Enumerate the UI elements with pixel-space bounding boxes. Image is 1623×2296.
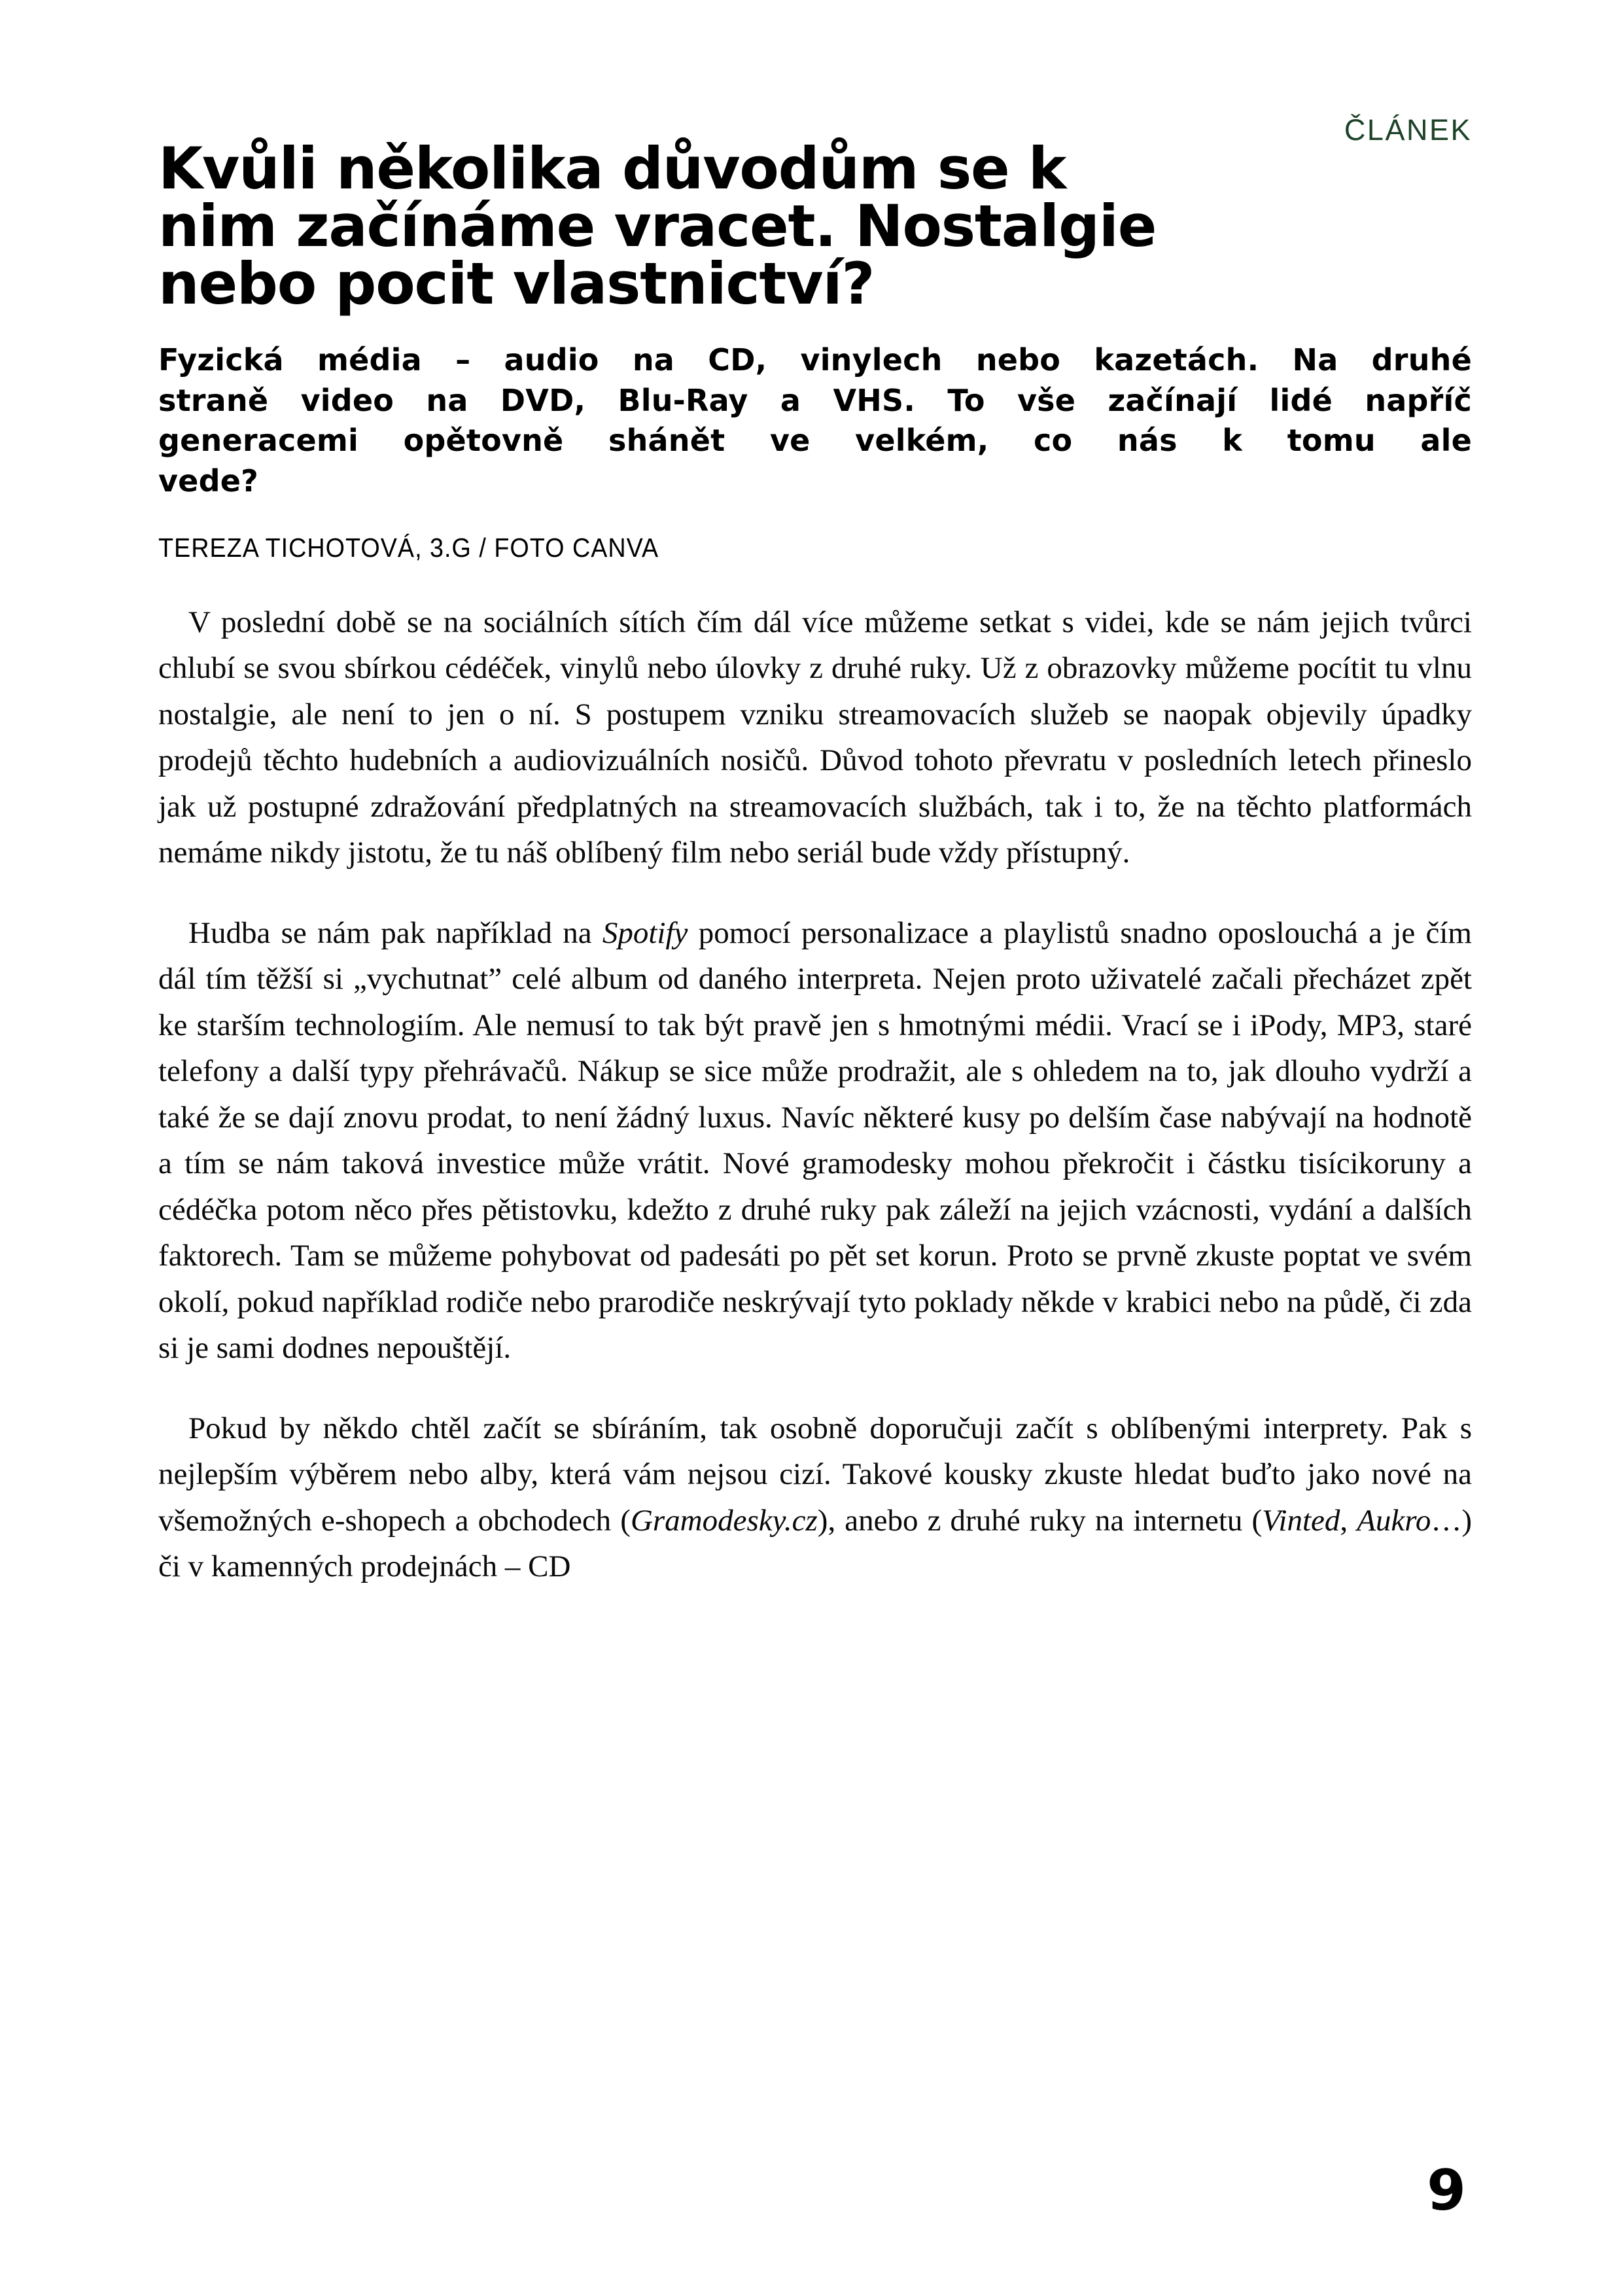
body-paragraph-2: Hudba se nám pak například na Spotify pomocí personalizace a playlistů snadno oposlouchá a je čím dál tím těžší si „vychutnat” celé album od daného interpreta. Nejen proto uživatelé začali přecházet zpět ke starším technologiím. Ale nemusí to tak být pravě jen s hmotnými médii. Vrací se i iPody, MP3, staré telefony a další typy přehrávačů. Nákup se sice může prodražit, ale s ohledem na to, jak dlouho vydrží a také že se dají znovu prodat, to není žádný luxus. Navíc některé kusy po delším čase nabývají na hodnotě a tím se nám taková investice může vrátit. Nové gramodesky mohou překročit i částku tisícikoruny a cédéčka potom něco přes pětistovku, kdežto z druhé ruky pak záleží na jejich vzácnosti, vydání a dalších faktorech. Tam se můžeme pohybovat od padesáti po pět set korun. Proto se prvně zkuste poptat ve svém okolí, pokud například rodiče nebo prarodiče neskrývají tyto poklady někde v krabici nebo na půdě, či zda si je sami dodnes nepouštějí.	[158, 915, 1472, 1366]
headline-line-1: Kvůli několika důvodům se k	[158, 135, 1066, 202]
page-content-column	[158, 0, 1472, 1590]
body-paragraph-3: Pokud by někdo chtěl začít se sbíráním, tak osobně doporučuji začít s oblíbenými interprety. Pak s nejlepším výběrem nebo alby, která vám nejsou cizí. Takové kousky zkuste hledat buďto jako nové na všemožných e-shopech a obchodech (Gramodesky.cz), anebo z druhé ruky na internetu (Vinted, Aukro…) či v kamenných prodejnách – CD	[158, 1411, 1472, 1584]
emphasis-text: Aukro	[1357, 1503, 1431, 1538]
lead-line-2: straně video na DVD, Blu-Ray a VHS. To vše začínají lidé napříč	[158, 382, 1472, 418]
article-lead	[158, 313, 1472, 502]
emphasis-text: Gramodesky.cz	[630, 1503, 818, 1538]
byline: TEREZA TICHOTOVÁ, 3.G / FOTO CANVA	[158, 532, 659, 563]
kicker-row	[158, 0, 1472, 147]
lead-line-3: generacemi opětovně shánět ve velkém, co nás k tomu ale	[158, 423, 1472, 459]
page-title	[158, 115, 1310, 317]
article-body	[158, 564, 1472, 1590]
emphasis-text: Vinted	[1262, 1503, 1340, 1538]
headline-line-2: nim začínáme vracet. Nostalgie	[158, 192, 1157, 260]
lead-line-4: vede?	[158, 463, 258, 499]
body-paragraph-1: V poslední době se na sociálních sítích čím dál více můžeme setkat s videi, kde se nám jejich tvůrci chlubí se svou sbírkou cédéček, vinylů nebo úlovky z druhé ruky. Už z obrazovky můžeme pocítit tu vlnu nostalgie, ale není to jen o ní. S postupem vzniku streamovacích služeb se naopak objevily úpadky prodejů těchto hudebních a audiovizuálních nosičů. Důvod tohoto převratu v posledních letech přineslo jak už postupné zdražování předplatných na streamovacích službách, tak i to, že na těchto platformách nemáme nikdy jistotu, že tu náš oblíbený film nebo seriál bude vždy přístupný.	[158, 605, 1472, 870]
section-kicker: ČLÁNEK	[1344, 113, 1472, 147]
lead-line-1: Fyzická média – audio na CD, vinylech nebo kazetách. Na druhé	[158, 342, 1472, 378]
emphasis-text: Spotify	[602, 915, 688, 950]
headline-line-3: nebo pocit vlastnictví?	[158, 250, 875, 317]
page-number: 9	[1427, 2158, 1466, 2223]
